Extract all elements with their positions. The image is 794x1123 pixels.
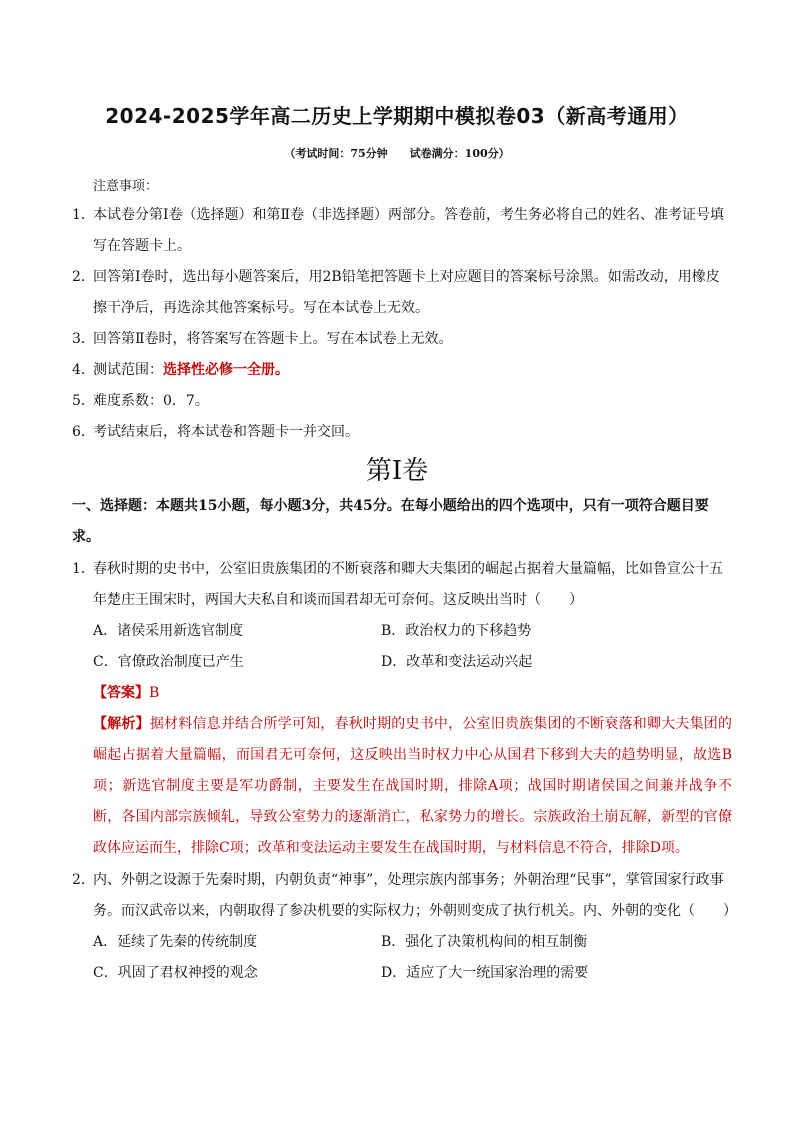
question-2: [72, 865, 737, 989]
option-c: C．官僚政治制度已产生: [93, 654, 244, 670]
option-c: C．巩固了君权神授的观念: [93, 965, 258, 981]
question-text: 内、外朝之设源于先秦时期，内朝负责“神事”，处理宗族内部事务；外朝治理“民事”，掌管国家行政事务。而汉武帝以来，内朝取得了参决机要的实际权力；外朝则变成了执行机关。内、外朝的变化（ ）: [93, 872, 737, 919]
answer-label: 【答案】: [93, 685, 149, 701]
note-item: [72, 324, 732, 355]
note-number: 1．: [72, 207, 95, 223]
note-number: 6．: [72, 424, 95, 440]
question-stem: [72, 554, 732, 616]
option-d: D．改革和变法运动兴起: [381, 654, 533, 670]
question-1: [72, 554, 732, 864]
note-text: 回答第Ⅱ卷时，将答案写在答题卡上。写在本试卷上无效。: [93, 331, 453, 347]
answer-value: B: [149, 685, 160, 701]
note-item: [72, 262, 732, 324]
note-prefix: 测试范围：: [93, 362, 163, 378]
note-item: [72, 386, 732, 417]
option-a: A．延续了先秦的传统制度: [93, 934, 258, 950]
answer: [93, 678, 732, 709]
analysis-label: 【解析】: [93, 716, 150, 732]
option-a: A．诸侯采用新选官制度: [93, 623, 244, 639]
option-b: B．强化了决策机构间的相互制衡: [381, 934, 588, 950]
note-item: [72, 417, 732, 448]
note-text: [93, 355, 732, 386]
note-number: 3．: [72, 331, 95, 347]
note-text: 难度系数：0．7。: [93, 393, 209, 409]
note-number: 4．: [72, 362, 95, 378]
option-d: D．适应了大一统国家治理的需要: [381, 965, 589, 981]
options: [93, 616, 732, 678]
notes-list: [72, 200, 732, 448]
question-number: 1．: [72, 561, 95, 577]
question-number: 2．: [72, 872, 95, 888]
note-item: [72, 200, 732, 262]
note-number: 5．: [72, 393, 95, 409]
note-text: 本试卷分第Ⅰ卷（选择题）和第Ⅱ卷（非选择题）两部分。答卷前，考生务必将自己的姓名、准考证号填写在答题卡上。: [93, 207, 725, 254]
note-number: 2．: [72, 269, 95, 285]
question-text: 春秋时期的史书中，公室旧贵族集团的不断衰落和卿大夫集团的崛起占据着大量篇幅，比如鲁宣公十五年楚庄王围宋时，两国大夫私自和谈而国君却无可奈何。这反映出当时（ ）: [93, 561, 723, 608]
page-title: 2024-2025学年高二历史上学期期中模拟卷03（新高考通用）: [105, 104, 689, 128]
section-title: 第Ⅰ卷: [365, 456, 429, 486]
exam-info: （考试时间：75分钟 试卷满分：100分）: [284, 147, 510, 160]
question-stem: [72, 865, 737, 927]
note-text: 考试结束后，将本试卷和答题卡一并交回。: [93, 424, 359, 440]
analysis-text: 据材料信息并结合所学可知，春秋时期的史书中，公室旧贵族集团的不断衰落和卿大夫集团的崛起占据着大量篇幅，而国君无可奈何，这反映出当时权力中心从国君下移到大夫的趋势明显，故选B项；新选官制度主要是军功爵制，主要发生在战国时期，排除A项；战国时期诸侯国之间兼并战争不断，各国内部宗族倾轧，导致公室势力的逐渐消亡，私家势力的增长。宗族政治土崩瓦解，新型的官僚政体应运而生，排除C项；改革和变法运动主要发生在战国时期，与材料信息不符合，排除D项。: [93, 716, 733, 856]
analysis: [93, 709, 732, 864]
note-text: 回答第Ⅰ卷时，选出每小题答案后，用2B铅笔把答题卡上对应题目的答案标号涂黑。如需改动，用橡皮擦干净后，再选涂其他答案标号。写在本试卷上无效。: [93, 269, 720, 316]
section-instructions: 一、选择题：本题共15小题，每小题3分，共45分。在每小题给出的四个选项中，只有一项符合题目要求。: [72, 498, 709, 545]
options: [93, 927, 732, 989]
test-scope: 选择性必修一全册。: [163, 362, 289, 378]
note-item: [72, 355, 732, 386]
option-b: B．政治权力的下移趋势: [381, 623, 532, 639]
notes-heading: 注意事项：: [93, 179, 159, 194]
